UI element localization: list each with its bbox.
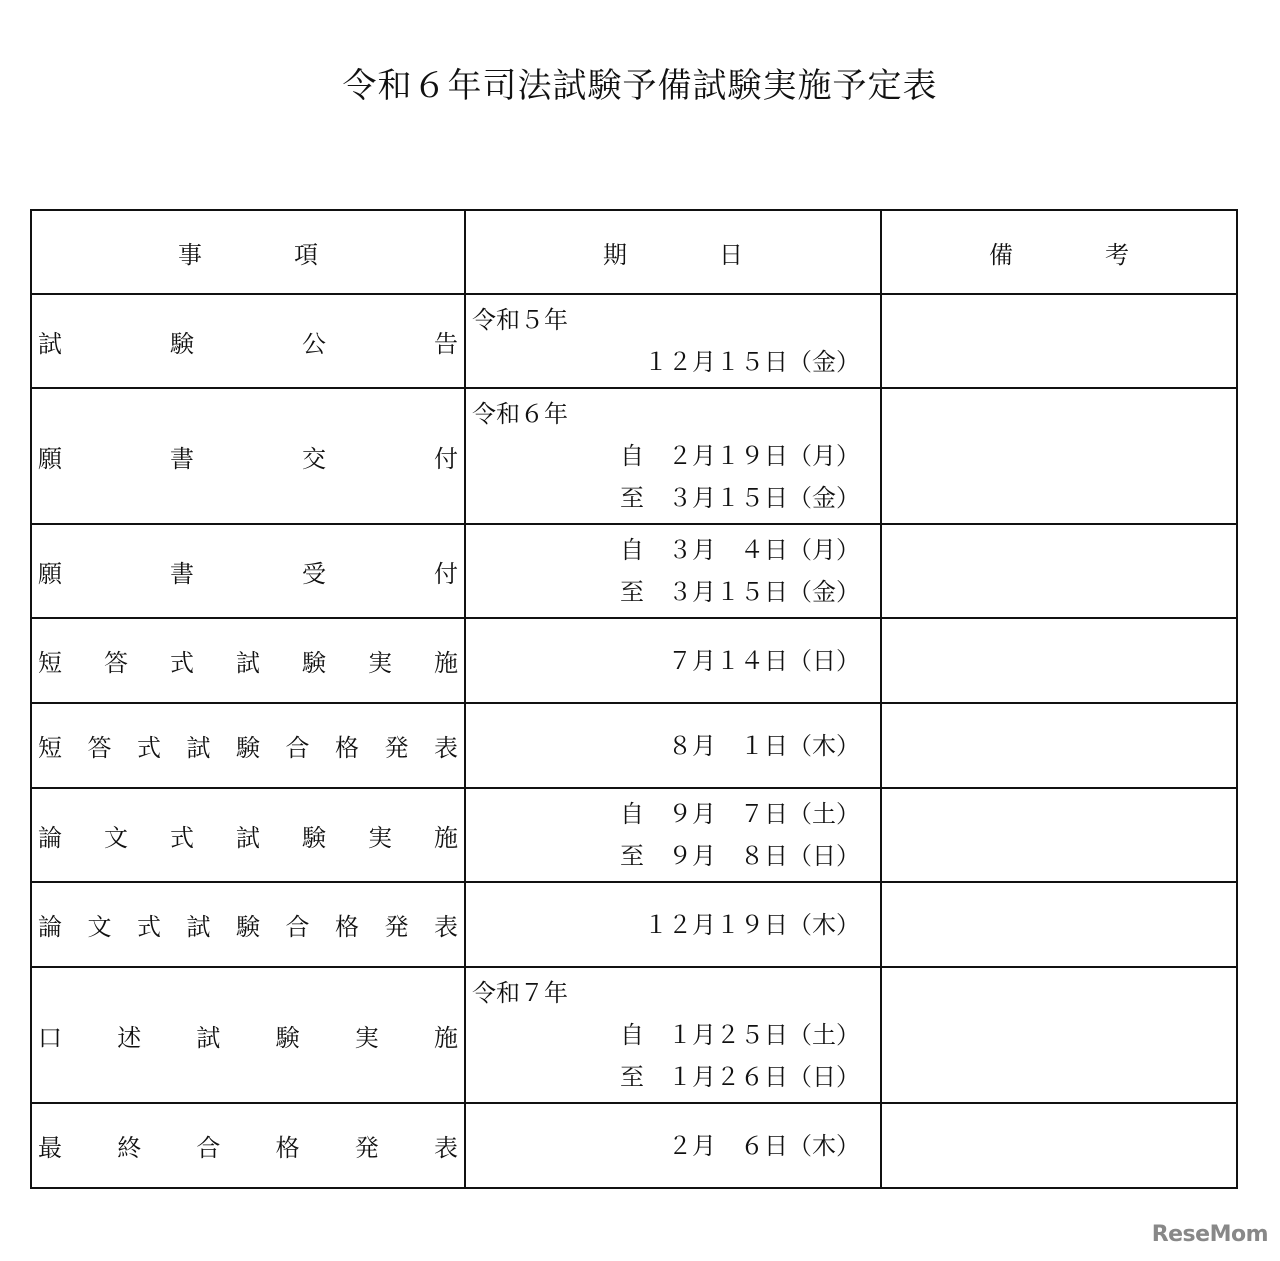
table-row bbox=[31, 524, 1237, 618]
date-cell bbox=[465, 788, 881, 882]
header-date bbox=[465, 210, 881, 294]
remarks-cell bbox=[881, 788, 1237, 882]
date-cell bbox=[465, 524, 881, 618]
item-cell: 短答式試験実施 bbox=[31, 618, 465, 703]
date-line: 至 ３月１５日（金） bbox=[620, 578, 860, 606]
date-line: 自 ９月 ７日（土） bbox=[620, 800, 860, 828]
remarks-cell bbox=[881, 618, 1237, 703]
page-title: 令和６年司法試験予備試験実施予定表 bbox=[342, 66, 938, 106]
header-remarks bbox=[881, 210, 1237, 294]
remarks-cell bbox=[881, 703, 1237, 788]
date-cell bbox=[465, 618, 881, 703]
remarks-cell bbox=[881, 388, 1237, 524]
date-line: ２月 ６日（木） bbox=[668, 1131, 860, 1160]
remarks-cell bbox=[881, 882, 1237, 967]
header-remarks-label: 備考 bbox=[989, 240, 1129, 269]
remarks-cell bbox=[881, 524, 1237, 618]
item-cell: 最終合格発表 bbox=[31, 1103, 465, 1188]
table-row bbox=[31, 618, 1237, 703]
date-cell bbox=[465, 294, 881, 388]
date-cell bbox=[465, 967, 881, 1103]
item-cell: 願書交付 bbox=[31, 388, 465, 524]
table-row bbox=[31, 788, 1237, 882]
table-row bbox=[31, 882, 1237, 967]
date-line: 自 ２月１９日（月） bbox=[620, 442, 860, 470]
date-line: 令和５年 bbox=[472, 306, 568, 334]
date-line: ７月１４日（日） bbox=[668, 646, 860, 675]
date-cell bbox=[465, 1103, 881, 1188]
date-line: 至 １月２６日（日） bbox=[620, 1063, 860, 1091]
resemom-logo: ReseMom bbox=[1151, 1222, 1268, 1247]
table-row bbox=[31, 294, 1237, 388]
header-item-label: 事項 bbox=[178, 240, 318, 269]
item-cell: 論文式試験合格発表 bbox=[31, 882, 465, 967]
table-row bbox=[31, 967, 1237, 1103]
header-item bbox=[31, 210, 465, 294]
remarks-cell bbox=[881, 967, 1237, 1103]
header-date-label: 期日 bbox=[603, 240, 743, 269]
date-line: 自 ３月 ４日（月） bbox=[620, 536, 860, 564]
date-line: １２月１５日（金） bbox=[644, 348, 860, 376]
remarks-cell bbox=[881, 294, 1237, 388]
date-cell bbox=[465, 388, 881, 524]
item-cell: 口述試験実施 bbox=[31, 967, 465, 1103]
date-line: 自 １月２５日（土） bbox=[620, 1021, 860, 1049]
table-row bbox=[31, 703, 1237, 788]
date-cell bbox=[465, 882, 881, 967]
date-line: 至 ９月 ８日（日） bbox=[620, 842, 860, 870]
item-cell: 試験公告 bbox=[31, 294, 465, 388]
item-cell: 願書受付 bbox=[31, 524, 465, 618]
remarks-cell bbox=[881, 1103, 1237, 1188]
date-line: １２月１９日（木） bbox=[644, 910, 860, 939]
table-header-row bbox=[31, 210, 1237, 294]
date-line: 令和７年 bbox=[472, 979, 568, 1007]
schedule-table bbox=[30, 209, 1238, 1189]
date-line: 至 ３月１５日（金） bbox=[620, 484, 860, 512]
item-cell: 論文式試験実施 bbox=[31, 788, 465, 882]
item-cell: 短答式試験合格発表 bbox=[31, 703, 465, 788]
date-cell bbox=[465, 703, 881, 788]
table-row bbox=[31, 388, 1237, 524]
date-line: 令和６年 bbox=[472, 400, 568, 428]
table-row bbox=[31, 1103, 1237, 1188]
date-line: ８月 １日（木） bbox=[668, 731, 860, 760]
